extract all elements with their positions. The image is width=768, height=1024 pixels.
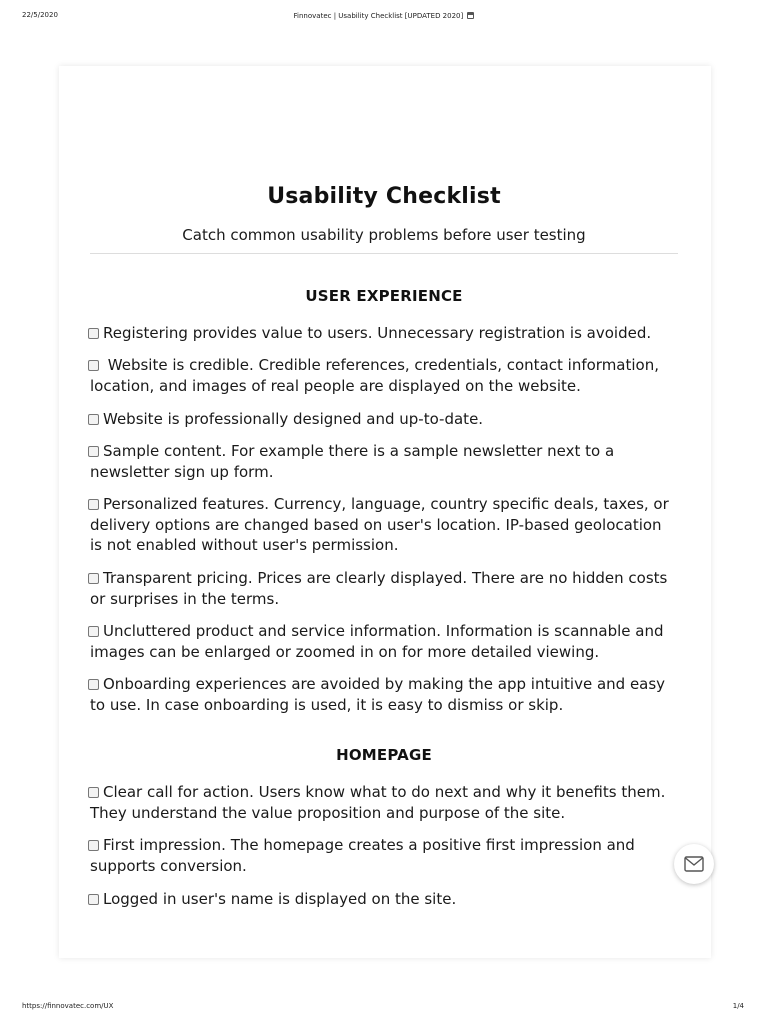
checkbox[interactable] bbox=[88, 787, 99, 798]
window-icon bbox=[467, 12, 474, 19]
mail-icon bbox=[684, 856, 704, 872]
print-url: https://finnovatec.com/UX bbox=[22, 1002, 114, 1010]
checklist-item bbox=[90, 355, 678, 396]
checkbox[interactable] bbox=[88, 446, 99, 457]
checklist-item-text: Website is credible. Credible references, credentials, contact information, location, and images of real people are displayed on the website. bbox=[90, 356, 659, 395]
checkbox[interactable] bbox=[88, 328, 99, 339]
checklist-item bbox=[90, 835, 678, 876]
checklist-item bbox=[90, 674, 678, 715]
page-subtitle: Catch common usability problems before user testing bbox=[182, 226, 586, 244]
section-heading-homepage: HOMEPAGE bbox=[336, 746, 432, 764]
print-date: 22/5/2020 bbox=[22, 11, 58, 19]
checklist-item bbox=[90, 782, 678, 823]
checkbox[interactable] bbox=[88, 626, 99, 637]
checklist-item-text: Clear call for action. Users know what to do next and why it benefits them. They understand the value proposition and purpose of the site. bbox=[90, 783, 666, 822]
checklist-item-text: Transparent pricing. Prices are clearly displayed. There are no hidden costs or surprises in the terms. bbox=[90, 569, 668, 608]
print-page-title bbox=[0, 12, 768, 20]
checkbox[interactable] bbox=[88, 573, 99, 584]
checkbox[interactable] bbox=[88, 894, 99, 905]
checklist-item bbox=[90, 323, 678, 344]
checklist-card bbox=[59, 66, 711, 958]
checklist-item bbox=[90, 621, 678, 662]
checklist-item-text: Website is professionally designed and up-to-date. bbox=[103, 410, 484, 428]
checklist-item-text: First impression. The homepage creates a positive first impression and supports conversion. bbox=[90, 836, 635, 875]
checklist-item bbox=[90, 441, 678, 482]
checklist-item bbox=[90, 409, 678, 430]
checkbox[interactable] bbox=[88, 499, 99, 510]
checklist-item-text: Logged in user's name is displayed on the site. bbox=[103, 890, 457, 908]
checklist-item bbox=[90, 494, 678, 556]
print-page-number: 1/4 bbox=[732, 1002, 744, 1010]
section-heading-user-experience: USER EXPERIENCE bbox=[305, 287, 463, 305]
page-title: Usability Checklist bbox=[267, 184, 501, 209]
checkbox[interactable] bbox=[88, 360, 99, 371]
checklist-item bbox=[90, 568, 678, 609]
checklist-item-text: Uncluttered product and service information. Information is scannable and images can be enlarged or zoomed in on for more detailed viewing. bbox=[90, 622, 664, 661]
checklist-item-text: Personalized features. Currency, language, country specific deals, taxes, or delivery options are changed based on user's location. IP-based geolocation is not enabled without user's permission. bbox=[90, 495, 669, 554]
print-title-text: Finnovatec | Usability Checklist [UPDATED 2020] bbox=[293, 12, 464, 20]
contact-mail-button[interactable] bbox=[674, 844, 714, 884]
checklist-item-text: Onboarding experiences are avoided by making the app intuitive and easy to use. In case onboarding is used, it is easy to dismiss or skip. bbox=[90, 675, 666, 714]
checkbox[interactable] bbox=[88, 414, 99, 425]
checkbox[interactable] bbox=[88, 679, 99, 690]
checklist-item bbox=[90, 889, 678, 910]
checklist-item-text: Registering provides value to users. Unnecessary registration is avoided. bbox=[103, 324, 652, 342]
checkbox[interactable] bbox=[88, 840, 99, 851]
title-divider bbox=[90, 253, 678, 254]
checklist-item-text: Sample content. For example there is a sample newsletter next to a newsletter sign up form. bbox=[90, 442, 615, 481]
